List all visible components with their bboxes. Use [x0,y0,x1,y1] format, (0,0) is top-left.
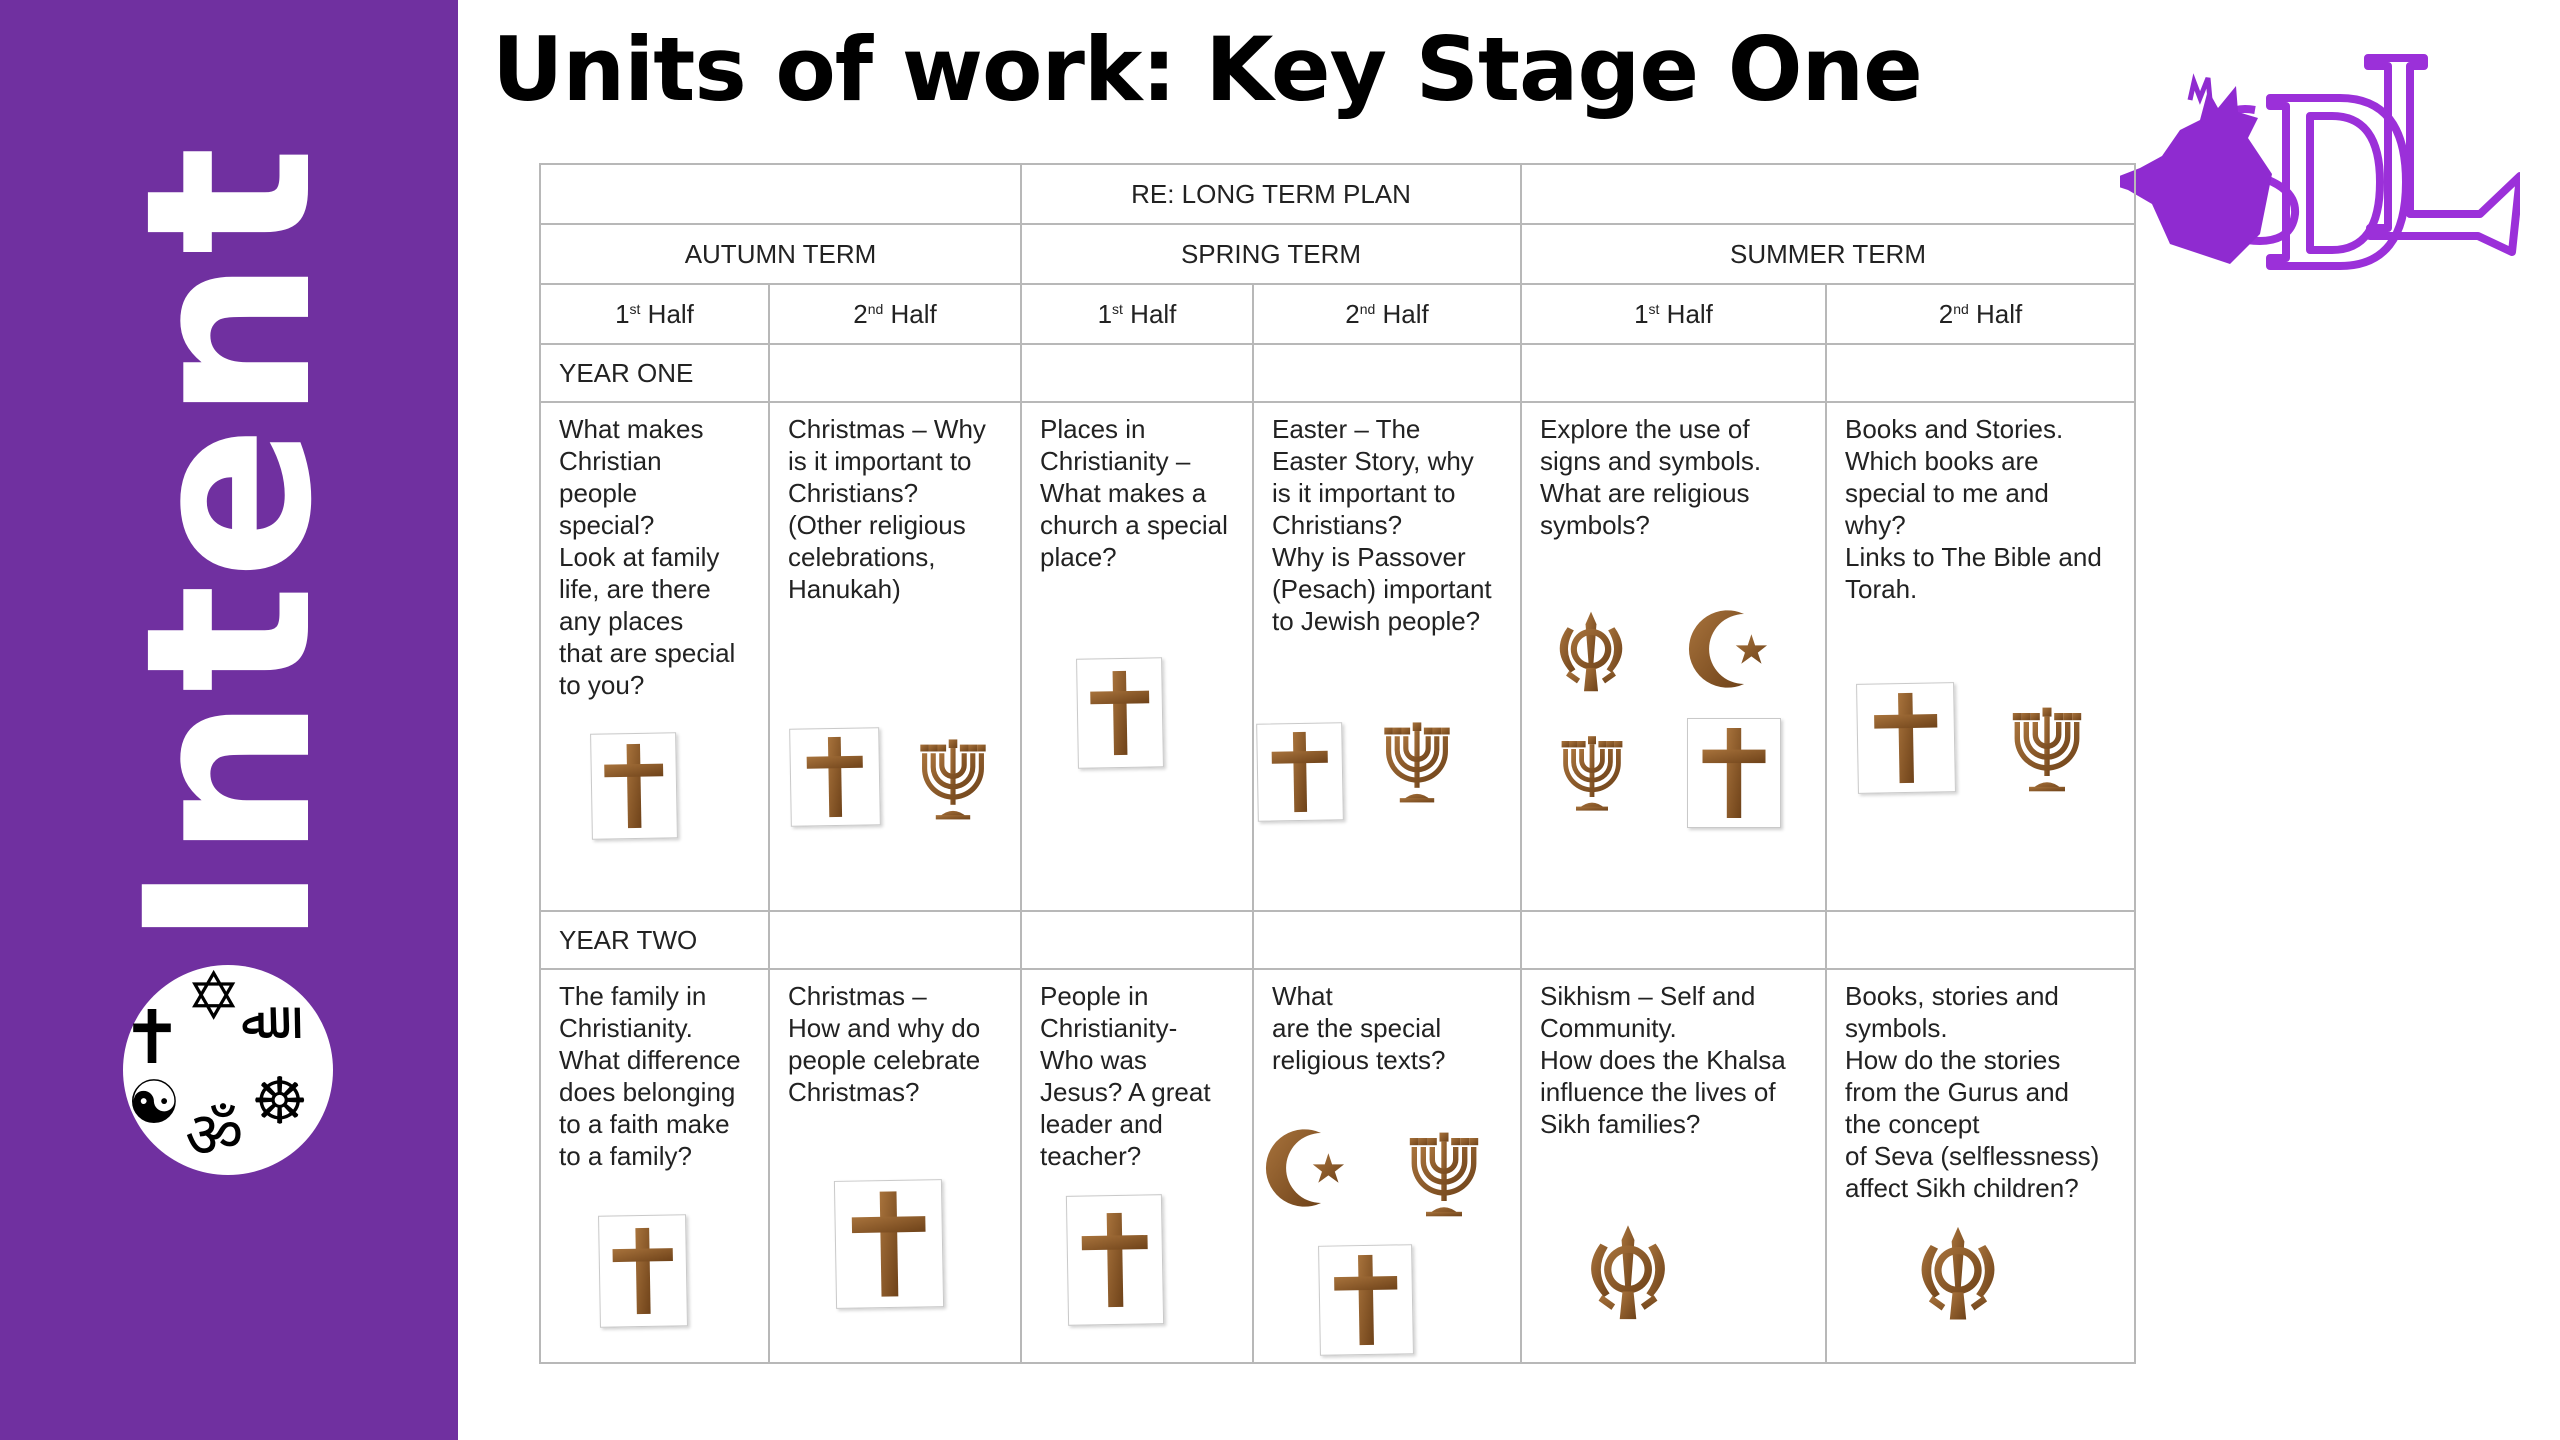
year-one-units-row [540,402,2135,911]
unit-text: Christmas – Why is it important to Christians? (Other religious celebrations, Hanukah) [788,414,986,604]
cross-icon [590,732,678,839]
unit-text: Easter – The Easter Story, why is it important to Christians? Why is Passover (Pesach) important to Jewish people? [1272,414,1492,636]
cross-icon [1856,682,1956,794]
school-logo [2120,40,2520,330]
unit-text: Christmas – How and why do people celebrate Christmas? [788,981,981,1107]
star-of-david-icon: ✡ [186,959,242,1033]
om-icon: ॐ [185,1099,244,1171]
unit-text: Explore the use of signs and symbols. What are religious symbols? [1540,414,1762,540]
crescent-star-icon [1687,603,1779,695]
khanda-icon [1912,1225,2004,1325]
sidebar [0,0,458,1440]
menorah-icon [1374,718,1460,806]
cross-icon: ✝ [121,996,184,1079]
year-two-label-row [540,911,2135,969]
long-term-plan-table [539,163,2136,1364]
plan-heading: RE: LONG TERM PLAN [1021,164,1521,224]
unit-cell [1521,402,1826,911]
menorah-icon [910,733,996,825]
yin-yang-icon: ☯ [127,1069,181,1136]
half-label: 1st Half [1521,284,1826,344]
unit-cell [1253,969,1521,1363]
unit-cell [769,969,1021,1363]
sidebar-label: Intent [96,141,362,949]
cross-icon [598,1214,688,1328]
cross-icon [1256,722,1344,821]
cross-icon [1687,718,1781,828]
unit-text: Books and Stories. Which books are special to me and why? Links to The Bible and Torah. [1845,414,2102,604]
unit-cell [769,402,1021,911]
unit-text: Sikhism – Self and Community. How does the Khalsa influence the lives of Sikh families? [1540,981,1786,1139]
half-label: 2nd Half [1253,284,1521,344]
half-label: 1st Half [540,284,769,344]
unit-text: What are the special religious texts? [1272,981,1446,1075]
cross-icon [789,727,881,827]
term-spring: SPRING TERM [1021,224,1521,284]
unit-cell [1826,402,2135,911]
unit-cell [1021,969,1253,1363]
term-summer: SUMMER TERM [1521,224,2135,284]
menorah-icon [1552,723,1632,823]
unit-text: People in Christianity- Who was Jesus? A great leader and teacher? [1040,981,1211,1171]
plan-heading-row [540,164,2135,224]
unit-text: The family in Christianity. What difference does belonging to a faith make to a family? [559,981,741,1171]
unit-text: What makes Christian people special? Look at family life, are there any places that are special to you? [559,414,736,700]
half-row [540,284,2135,344]
cross-icon [1076,657,1164,768]
crescent-star-icon [1264,1120,1356,1216]
cross-icon [1318,1244,1414,1356]
half-label: 2nd Half [769,284,1021,344]
dharma-wheel-icon: ☸ [251,1065,309,1137]
slide-title: Units of work: Key Stage One [492,18,1922,121]
year-label: YEAR TWO [540,911,769,969]
khanda-icon [1552,608,1630,698]
menorah-icon [1399,1120,1489,1228]
term-row [540,224,2135,284]
term-autumn: AUTUMN TERM [540,224,1021,284]
unit-cell [1021,402,1253,911]
year-one-label-row [540,344,2135,402]
half-label: 2nd Half [1826,284,2135,344]
unit-cell [540,402,769,911]
unit-cell [1253,402,1521,911]
year-two-units-row [540,969,2135,1363]
cross-icon [834,1179,944,1309]
year-label: YEAR ONE [540,344,769,402]
menorah-icon [2002,703,2092,795]
half-label: 1st Half [1021,284,1253,344]
unit-cell [1521,969,1826,1363]
unit-text: Books, stories and symbols. How do the stories from the Gurus and the concept of Seva (selflessness) affect Sikh children? [1845,981,2100,1203]
unit-cell [540,969,769,1363]
khanda-icon [1582,1215,1674,1333]
allah-icon: ﷲ [241,992,272,1050]
cross-icon [1066,1194,1164,1326]
unit-cell [1826,969,2135,1363]
unit-text: Places in Christianity – What makes a church a special place? [1040,414,1228,572]
faith-symbols-emblem [121,959,333,1175]
